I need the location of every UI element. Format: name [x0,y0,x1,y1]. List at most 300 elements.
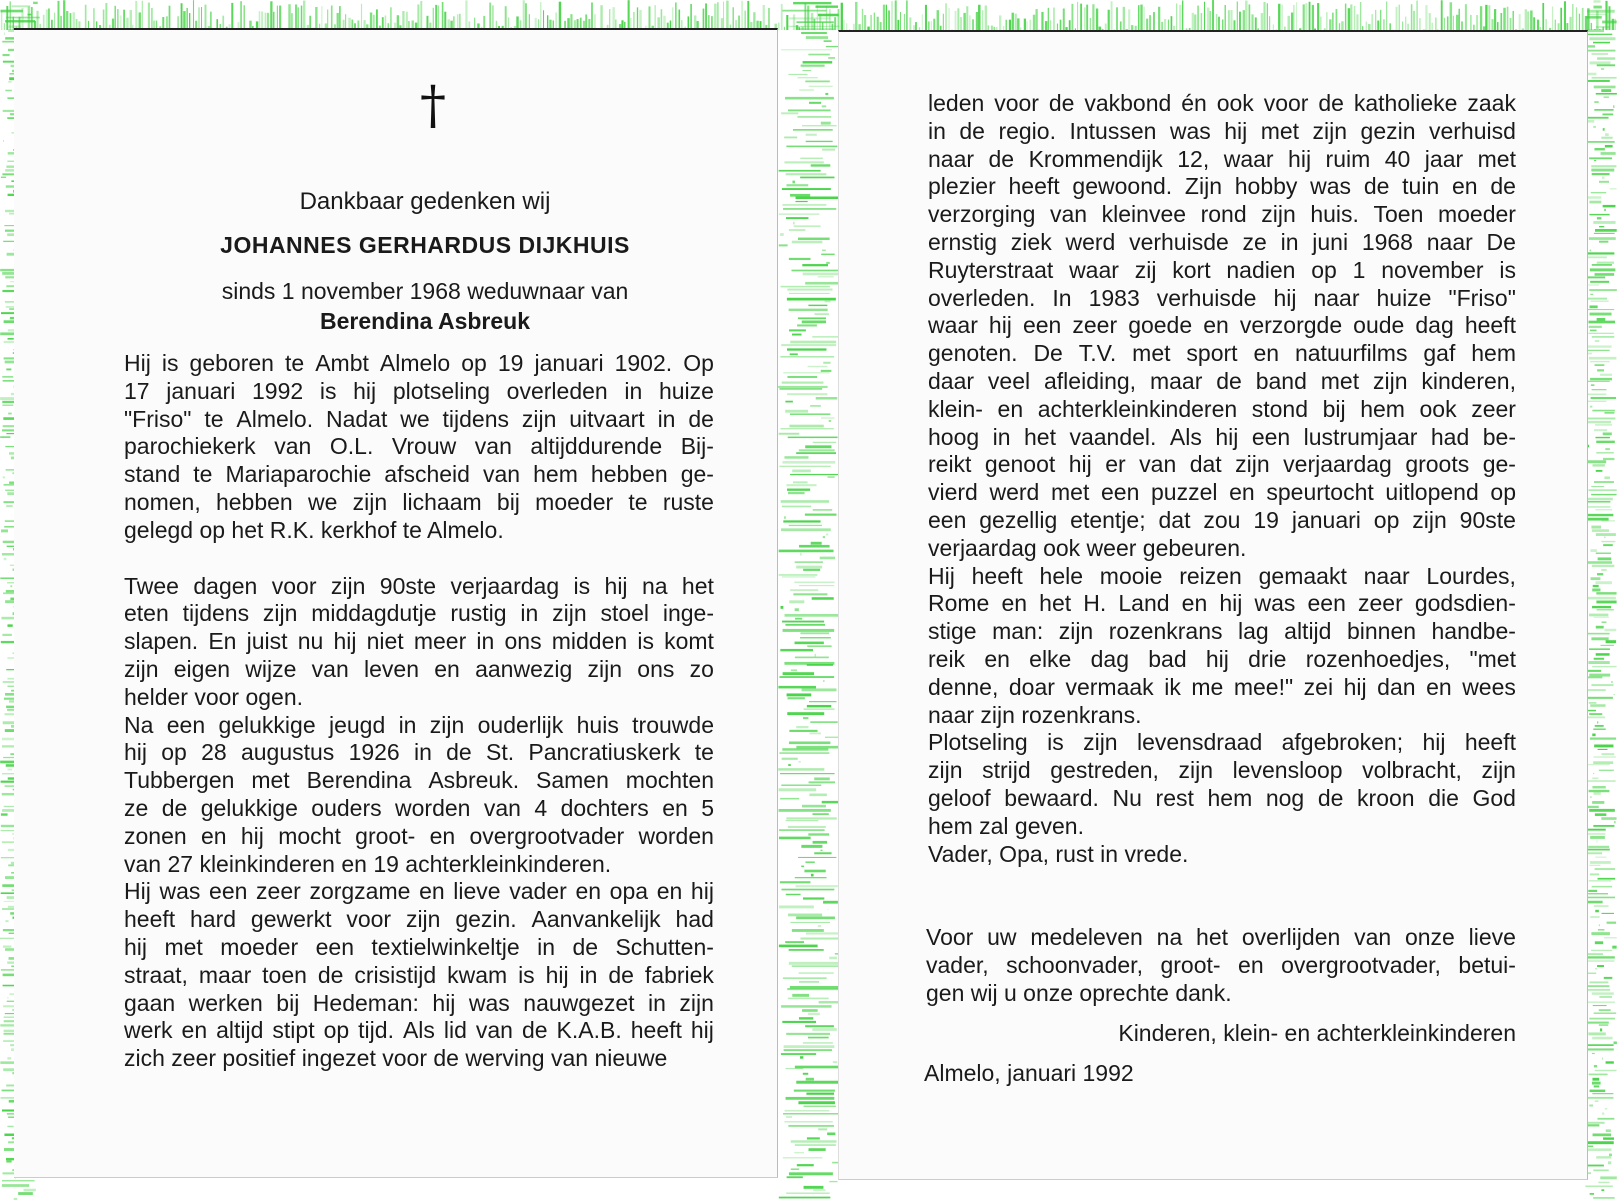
noise-mark [781,1005,831,1008]
noise-mark [802,688,837,691]
noise-mark [804,708,835,710]
noise-mark [1596,452,1614,453]
noise-mark [785,624,825,626]
noise-mark [805,514,837,516]
noise-mark [1566,23,1568,30]
noise-mark [782,381,824,383]
noise-mark [46,10,48,30]
noise-mark [1594,617,1609,618]
noise-mark [1587,716,1605,718]
noise-mark [1383,19,1384,30]
noise-mark [1024,19,1026,30]
noise-mark [1599,241,1608,243]
noise-mark [800,637,831,638]
noise-mark [741,1,742,30]
noise-mark [1596,653,1610,655]
noise-mark [823,536,825,538]
noise-mark [812,597,834,600]
noise-mark [799,1017,813,1019]
noise-mark [1596,533,1616,536]
noise-mark [1604,96,1609,98]
noise-mark [3,54,10,56]
noise-mark [1552,6,1553,30]
noise-mark [1480,6,1482,30]
noise-mark [24,1189,36,1192]
noise-mark [789,17,830,19]
noise-mark [779,466,830,467]
noise-mark [827,1132,835,1135]
widower-since-text: sinds 1 november 1968 weduwnaar van [221,278,629,304]
noise-mark [808,1037,829,1039]
noise-mark [1138,5,1140,30]
noise-mark [2,1184,29,1187]
noise-mark [782,1021,816,1023]
noise-mark [1586,561,1612,564]
noise-mark [796,21,833,23]
noise-mark [1171,16,1173,30]
noise-mark [1128,9,1130,30]
noise-mark [10,585,12,587]
noise-mark [1158,7,1160,30]
noise-mark [148,3,150,30]
noise-mark [1465,4,1467,30]
noise-mark [1035,9,1037,30]
text-line: Hij is geboren te Ambt Almelo op 19 januari 1902. Op [124,350,714,376]
noise-mark [1591,494,1616,495]
noise-mark [1592,389,1607,390]
noise-mark [886,5,887,30]
noise-mark [788,492,805,494]
noise-mark [808,1148,825,1151]
noise-mark [816,397,838,400]
noise-mark [1249,4,1251,30]
noise-mark [802,1009,818,1012]
noise-mark [796,196,839,199]
noise-mark [807,705,831,707]
noise-mark [1600,374,1612,376]
noise-mark [781,500,829,503]
noise-mark [1500,13,1502,30]
noise-mark [1341,21,1343,30]
noise-mark [1586,16,1601,19]
noise-mark [201,7,202,30]
noise-mark [779,905,814,908]
noise-mark [808,305,827,306]
noise-mark [1597,57,1615,59]
noise-mark [6,17,40,19]
text-line: vader, schoonvader, groot- en overgrootvader, betui- [926,951,1516,978]
noise-mark [825,93,828,95]
noise-mark [703,9,705,30]
noise-mark [909,17,911,30]
noise-mark [803,569,820,571]
noise-mark [779,945,818,948]
noise-mark [779,837,811,840]
noise-mark [8,413,12,415]
noise-mark [1601,817,1616,820]
noise-mark [6,505,12,506]
noise-mark [1591,950,1612,951]
noise-mark [1586,34,1612,35]
noise-mark [906,0,907,30]
noise-mark [1530,11,1532,30]
noise-mark [796,726,808,728]
noise-mark [807,664,833,666]
noise-mark [1587,806,1599,808]
noise-mark [5,90,11,92]
text-line: heeft hard gewerkt voor zijn gezin. Aanvankelijk had [124,906,714,933]
noise-mark [803,1073,808,1075]
noise-mark [810,721,837,723]
noise-mark [8,81,11,83]
noise-mark [818,1128,827,1130]
noise-mark [1431,23,1433,30]
noise-mark [198,7,200,30]
noise-mark [1605,1108,1608,1109]
text-line: eten tijdens zijn middagdutje rustig in zijn stoel inge- [124,600,714,627]
noise-mark [1525,9,1527,30]
noise-mark [833,1061,837,1062]
text-line: straat, maar toen de crisistijd kwam is hij in de fabriek [124,961,714,988]
noise-mark [1604,629,1616,631]
noise-mark [787,376,817,378]
noise-mark [788,437,838,439]
noise-mark [1586,849,1609,851]
noise-mark [797,324,817,326]
noise-mark [1,529,8,532]
noise-mark [786,1193,829,1194]
noise-mark [794,582,834,583]
noise-mark [1582,8,1584,30]
signature: Kinderen, klein- en achterkleinkinderen [1118,1020,1516,1046]
noise-mark [803,897,824,899]
noise-mark [1092,4,1094,30]
noise-mark [1601,89,1611,92]
noise-mark [0,10,22,13]
noise-mark [7,1057,11,1060]
noise-mark [1594,160,1596,161]
noise-mark [802,805,826,808]
noise-mark [800,158,823,159]
noise-mark [1585,1048,1614,1050]
noise-mark [928,21,930,30]
noise-mark [781,112,798,114]
noise-mark [1405,17,1406,30]
noise-mark [1096,9,1098,30]
noise-mark [809,701,836,702]
noise-mark [339,6,341,30]
noise-mark [63,0,65,30]
noise-mark [1288,16,1290,30]
noise-mark [792,929,824,932]
noise-mark [785,1068,803,1069]
noise-mark [1,813,8,815]
noise-mark [793,2,831,4]
noise-mark [1601,569,1606,571]
noise-mark [809,86,833,87]
noise-mark [1312,5,1314,30]
text-line: hij op 28 augustus 1926 in de St. Pancratiuskerk te [124,739,714,766]
noise-mark [787,712,824,715]
noise-mark [1267,3,1268,30]
noise-mark [963,13,965,30]
noise-mark [1594,658,1604,660]
noise-mark [1239,12,1241,30]
noise-mark [791,1168,799,1169]
noise-mark [1586,350,1610,351]
noise-mark [789,26,840,27]
noise-mark [779,788,817,791]
noise-mark [1592,77,1617,79]
noise-mark [779,809,831,812]
text-line: ernstig ziek werd verhuisde ze in juni 1968 naar De [928,228,1516,255]
noise-mark [779,574,818,576]
noise-mark [813,841,827,844]
noise-mark [1597,721,1598,723]
noise-mark [1192,13,1194,30]
noise-mark [1586,498,1613,501]
noise-mark [1569,17,1571,30]
noise-mark [1593,761,1613,764]
noise-mark [798,857,836,858]
noise-mark [1120,21,1122,30]
noise-mark [897,20,899,30]
noise-mark [1182,0,1183,30]
noise-mark [1590,704,1605,707]
noise-mark [795,561,823,562]
noise-mark [1604,937,1617,938]
noise-mark [787,298,836,301]
noise-mark [1589,713,1602,715]
noise-mark [800,937,839,939]
noise-mark [789,309,828,311]
intro-text: Dankbaar gedenken wij [299,188,551,215]
noise-mark [1602,622,1607,623]
text-line: geloof bewaard. Nu rest hem nog de kroon die God [928,784,1516,811]
noise-mark [1607,922,1617,924]
noise-mark [1303,4,1305,30]
noise-mark [1587,381,1610,382]
noise-mark [779,676,834,678]
noise-mark [1590,1090,1606,1092]
noise-mark [1589,1105,1593,1107]
noise-mark [1587,1001,1615,1003]
noise-mark [1588,1172,1591,1174]
noise-mark [1602,753,1615,755]
noise-mark [1441,0,1443,30]
noise-mark [1458,9,1460,30]
noise-mark [806,1078,814,1081]
noise-mark [1595,813,1606,816]
noise-mark [1329,19,1331,30]
noise-mark [797,1164,814,1166]
noise-mark [7,624,12,626]
noise-mark [1594,429,1607,431]
noise-marks [778,0,840,1200]
noise-mark [12,5,31,7]
noise-mark [1590,406,1592,408]
noise-mark [672,7,673,30]
noise-mark [1595,340,1600,341]
noise-mark [781,1053,816,1055]
noise-mark [1587,10,1615,13]
noise-mark [1589,1018,1615,1020]
noise-mark [1595,424,1612,425]
noise-mark [1593,221,1615,224]
noise-mark [804,870,825,873]
noise-mark [802,70,811,71]
noise-mark [1537,20,1539,30]
noise-mark [877,17,879,30]
scan-noise-middle [778,0,840,1200]
noise-mark [1048,8,1049,30]
noise-mark [151,8,153,30]
noise-mark [785,401,792,403]
noise-mark [1592,529,1609,532]
noise-mark [1588,321,1615,324]
noise-mark [1146,19,1148,30]
noise-mark [786,820,819,821]
noise-mark [1597,1118,1614,1120]
noise-mark [1402,21,1403,30]
noise-mark [1590,873,1599,875]
noise-mark [786,1033,830,1035]
noise-mark [433,8,434,30]
noise-mark [1589,981,1608,983]
noise-mark [1030,20,1032,30]
noise-mark [1366,22,1367,30]
noise-mark [1224,5,1226,30]
noise-mark [1320,17,1322,30]
noise-mark [1614,821,1616,823]
noise-mark [1585,514,1613,516]
noise-mark [1590,268,1616,271]
noise-mark [788,1125,834,1127]
noise-mark [1228,10,1230,30]
noise-mark [1592,734,1595,737]
noise-mark [1360,2,1361,30]
noise-mark [690,4,691,30]
text-line: hoog in het vaandel. Als hij een lustrumjaar had be- [928,423,1516,450]
noise-mark [1587,401,1607,402]
noise-mark [1587,1122,1605,1124]
noise-mark [822,250,826,251]
noise-mark [1603,458,1614,460]
noise-mark [814,777,830,780]
noise-mark [7,997,8,998]
noise-mark [788,764,791,766]
noise-mark [790,353,798,355]
noise-mark [648,6,650,30]
text-line: hem zal geven. [928,812,1084,839]
noise-mark [376,9,378,30]
noise-mark [48,8,50,30]
noise-mark [465,0,467,30]
noise-mark [1116,7,1117,30]
noise-mark [1591,165,1616,167]
noise-mark [1589,674,1610,677]
noise-mark [1305,3,1307,30]
noise-mark [782,188,831,190]
noise-mark [1586,697,1613,699]
noise-mark [972,19,974,30]
noise-mark [829,1181,837,1182]
noise-mark [779,829,825,831]
noise-mark [806,141,833,142]
noise-mark [117,9,118,30]
noise-mark [1212,0,1214,30]
noise-mark [1350,4,1352,30]
noise-mark [1210,11,1212,30]
noise-mark [1587,345,1612,347]
noise-mark [789,525,822,526]
noise-mark [1599,924,1600,926]
noise-mark [1161,22,1162,30]
noise-mark [812,1028,836,1031]
noise-mark [792,334,801,336]
noise-mark [1600,645,1613,646]
noise-mark [1595,364,1605,365]
noise-mark [787,348,826,350]
noise-mark [417,5,419,30]
noise-mark [1588,45,1595,47]
noise-mark [442,2,444,30]
noise-mark [1593,1169,1608,1171]
noise-mark [435,5,437,30]
noise-mark [6,1160,11,1162]
noise-mark [1527,11,1529,30]
thanks-text [926,924,1516,1007]
noise-mark [1593,42,1610,44]
noise-mark [1596,592,1616,594]
noise-mark [1380,10,1381,30]
noise-mark [1589,326,1602,328]
text-line: leden voor de vakbond én ook voor de katholieke zaak [928,90,1516,116]
noise-mark [788,826,826,828]
noise-mark [1456,15,1458,30]
noise-mark [784,1121,832,1122]
noise-mark [438,5,439,30]
noise-mark [855,2,857,30]
noise-mark [1592,666,1616,667]
noise-mark [846,23,847,30]
noise-mark [888,10,890,30]
noise-mark [783,520,820,522]
noise-mark [1375,10,1376,30]
noise-mark [779,1197,831,1199]
noise-mark [785,1110,830,1112]
noise-mark [1590,378,1612,380]
noise-mark [780,798,799,800]
noise-mark [1585,421,1611,423]
noise-mark [85,5,87,30]
noise-mark [799,585,834,586]
noise-mark [807,1137,820,1139]
noise-mark [904,14,905,30]
noise-mark [790,341,836,344]
text-line: 17 januari 1992 is hij plotseling overleden in huize [124,377,714,404]
noise-mark [787,393,827,395]
noise-mark [1050,20,1051,30]
noise-mark [1595,1070,1617,1071]
noise-mark [945,3,947,30]
noise-mark [1599,181,1609,183]
noise-mark [806,1093,834,1095]
noise-mark [808,366,828,367]
noise-mark [800,28,835,30]
text-line: klein- en achterkleinkinderen stond bij hem ook zeer [928,395,1516,422]
noise-mark [1586,960,1615,962]
